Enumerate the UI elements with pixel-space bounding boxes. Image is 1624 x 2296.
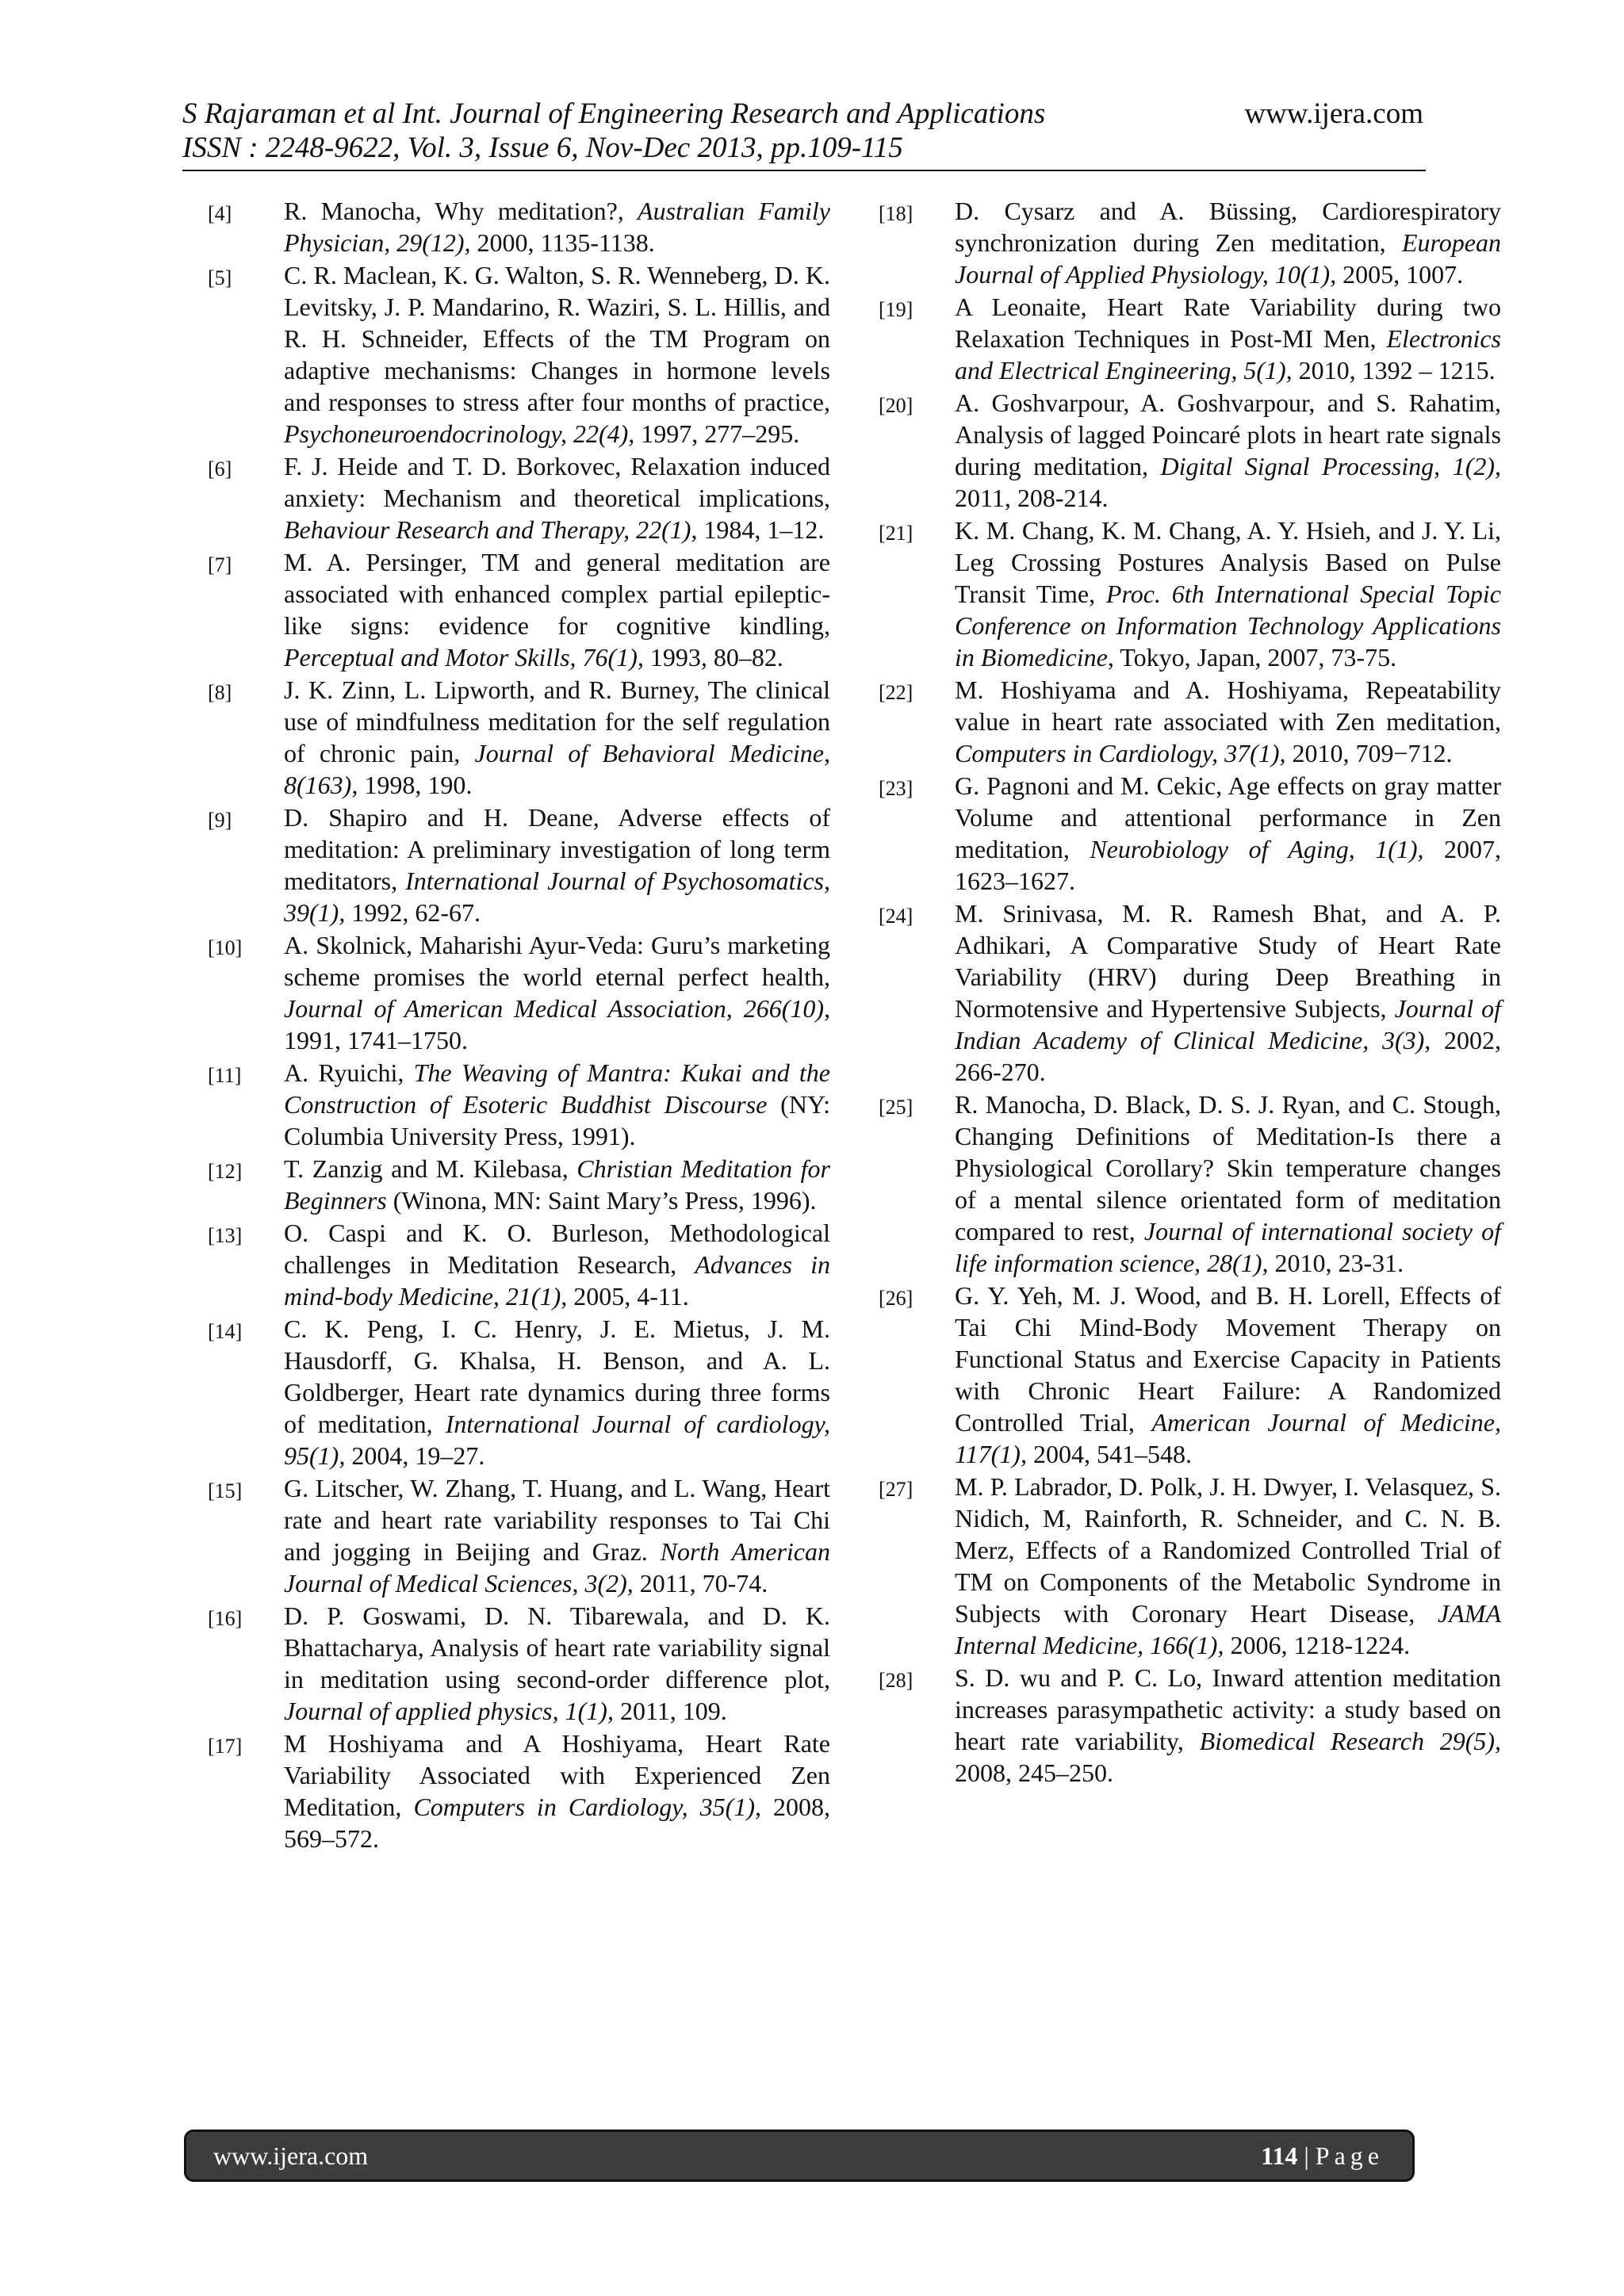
reference-segment: 2011, 109. [613,1697,727,1725]
reference-number: [26] [879,1287,914,1310]
reference-segment: 2008, 569–572. [284,1793,831,1853]
reference-segment: M. Hoshiyama and A. Hoshiyama, Repeatability value in heart rate associated with Zen meditation, [955,675,1501,736]
reference-source-italic: International Journal of Psychosomatics, 39(1), [284,867,831,927]
references-right-column [879,195,1501,1789]
reference-text [955,897,1501,1088]
journal-citation: S Rajaraman et al Int. Journal of Engineering Research and Applications [182,98,1046,130]
reference-number: [17] [208,1735,243,1758]
references-left-column [208,195,830,1855]
header-website[interactable]: www.ijera.com [1244,98,1423,130]
reference-segment: , [572,1569,585,1598]
footer-bar [184,2130,1415,2182]
reference-segment: T. Zanzig and M. Kilebasa, [284,1154,577,1183]
reference-segment: O. Caspi and K. O. Burleson, Methodological challenges in Meditation Research, [284,1219,830,1279]
reference-number: [25] [879,1096,914,1119]
reference-source-italic: Journal of international society of life information science, 28(1), [955,1217,1502,1277]
reference-source-italic: Behaviour Research and Therapy, 22(1), [284,515,698,544]
reference-item [879,1662,1501,1789]
reference-source-italic: The Weaving of Mantra: Kukai and the Construction of Esoteric Buddhist Discourse [284,1058,830,1119]
reference-source-italic: Proc. 6th International Special Topic Conference on Information Technology Applications in Biomedicine [955,580,1501,672]
reference-segment: 2005, 1007. [1336,260,1464,289]
reference-number: [10] [208,936,243,959]
reference-item [208,450,830,545]
reference-text [955,291,1501,386]
reference-segment: K. M. Chang, K. M. Chang, A. Y. Hsieh, and J. Y. Li, Leg Crossing Postures Analysis Based on Pulse Transit Time, [955,516,1501,608]
reference-segment: J. K. Zinn, L. Lipworth, and R. Burney, The clinical use of mindfulness meditation for the self regulation of chronic pain, [284,675,830,767]
reference-segment: A. Goshvarpour, A. Goshvarpour, and S. Rahatim, Analysis of lagged Poincaré plots in heart rate signals during meditation, [955,388,1501,480]
reference-text [955,1089,1501,1279]
reference-source-italic: Advances in mind-body Medicine, 21(1), [284,1250,831,1311]
reference-number: [13] [208,1224,243,1247]
reference-number: [16] [208,1607,243,1630]
reference-number: [22] [879,681,914,704]
reference-item [879,1471,1501,1661]
reference-segment: 2011, 208-214. [955,484,1109,512]
page-word: Page [1315,2141,1384,2170]
reference-item [208,1728,830,1854]
reference-segment: D. Shapiro and H. Deane, Adverse effects of meditation: A preliminary investigation of long term meditators, [284,803,830,895]
reference-item [208,546,830,673]
reference-segment: A. Ryuichi, [284,1058,414,1087]
reference-segment: M Hoshiyama and A Hoshiyama, Heart Rate Variability Associated with Experienced Zen Meditation, [284,1729,830,1821]
reference-item [208,1153,830,1216]
reference-text [284,1057,830,1152]
reference-segment: A. Skolnick, Maharishi Ayur-Veda: Guru’s marketing scheme promises the world eternal perfect health, [284,931,830,991]
reference-segment: 1993, 80–82. [643,643,783,672]
reference-item [208,929,830,1056]
reference-item [208,1472,830,1599]
reference-source-italic: International Journal of cardiology, 95(1), [284,1410,831,1470]
reference-text [955,674,1501,769]
reference-text [284,802,830,928]
reference-item [879,291,1501,386]
reference-item [879,1089,1501,1279]
running-header [182,97,1423,165]
reference-segment: 1984, 1–12. [697,515,825,544]
reference-number: [19] [879,298,914,321]
reference-number: [14] [208,1320,243,1343]
reference-number: [27] [879,1478,914,1501]
reference-source-italic: Psychoneuroendocrinology, 22(4), [284,419,635,448]
reference-item [208,1217,830,1312]
reference-number: [5] [208,266,232,289]
reference-source-italic: Digital Signal Processing, 1(2), [1160,452,1501,480]
reference-text [955,770,1501,897]
reference-segment: (NY: Columbia University Press, 1991). [284,1090,831,1150]
reference-item [879,1280,1501,1470]
reference-segment: C. K. Peng, I. C. Henry, J. E. Mietus, J. M. Hausdorff, G. Khalsa, H. Benson, and A. L. Goldberger, Heart rate dynamics during three forms of meditation, [284,1314,830,1438]
reference-segment: G. Pagnoni and M. Cekic, Age effects on gray matter Volume and attentional performance in Zen meditation, [955,771,1501,863]
reference-source-italic: Journal of American Medical Association, 266(10), [284,994,830,1023]
reference-segment: 1997, 277–295. [634,419,800,448]
reference-number: [20] [879,394,914,417]
reference-text [284,195,830,258]
reference-segment: 2011, 70-74. [633,1569,768,1598]
reference-number: [23] [879,777,914,800]
reference-text [955,515,1501,673]
reference-source-italic: Christian Meditation for Beginners [284,1154,831,1215]
reference-number: [4] [208,202,232,225]
reference-segment: F. J. Heide and T. D. Borkovec, Relaxation induced anxiety: Mechanism and theoretical implications, [284,452,830,512]
reference-segment: 2002, 266-270. [955,1026,1501,1086]
reference-text [284,1728,830,1854]
reference-segment: 2010, 709−712. [1285,739,1453,767]
reference-source-italic: Computers in Cardiology, 37(1), [955,739,1286,767]
reference-segment: C. R. Maclean, K. G. Walton, S. R. Wenneberg, D. K. Levitsky, J. P. Mandarino, R. Waziri, S. L. Hillis, and R. H. Schneider, Effects of the TM Program on adaptive mechanisms: Changes in hormone levels and responses to stress after four months of practice, [284,261,830,416]
reference-segment: 2004, 541–548. [1026,1440,1192,1468]
reference-text [284,1153,830,1216]
reference-item [879,674,1501,769]
reference-segment: 2007, 1623–1627. [955,835,1502,895]
reference-text [284,1472,830,1599]
reference-text [284,259,830,450]
reference-text [955,387,1501,514]
reference-source-italic: Journal of Indian Academy of Clinical Medicine, 3(3), [955,994,1502,1054]
reference-item [208,674,830,801]
reference-text [284,450,830,545]
reference-text [284,1313,830,1471]
reference-item [208,1313,830,1471]
reference-number: [9] [208,809,232,832]
reference-number: [11] [208,1064,242,1087]
reference-segment: R. Manocha, Why meditation?, [284,197,638,225]
reference-number: [28] [879,1669,914,1692]
header-rule [182,170,1426,171]
reference-segment: 1991, 1741–1750. [284,1026,468,1054]
reference-segment: 2008, 245–250. [955,1758,1113,1787]
reference-segment: M. A. Persinger, TM and general meditation are associated with enhanced complex partial epileptic-like signs: evidence for cognitive kindling, [284,548,830,640]
reference-number: [21] [879,522,914,545]
page-separator: | [1297,2141,1316,2170]
page-number: 114 [1261,2141,1298,2170]
reference-segment: D. Cysarz and A. Büssing, Cardiorespiratory synchronization during Zen meditation, [955,197,1501,257]
reference-text [284,1600,830,1727]
reference-item [208,195,830,258]
reference-item [208,802,830,928]
issn-line: ISSN : 2248-9622, Vol. 3, Issue 6, Nov-Dec 2013, pp.109-115 [182,132,903,164]
reference-source-italic: Journal of Behavioral Medicine, 8(163), [284,739,830,799]
footer-website[interactable]: www.ijera.com [213,2141,369,2170]
reference-source-italic: Australian Family Physician, 29(12), [284,197,831,257]
reference-segment: A Leonaite, Heart Rate Variability during two Relaxation Techniques in Post-MI Men, [955,293,1501,353]
reference-segment: S. D. wu and P. C. Lo, Inward attention meditation increases parasympathetic activity: a study based on heart rate variability, [955,1663,1501,1755]
reference-item [208,259,830,450]
reference-segment: 2010, 1392 – 1215. [1292,356,1496,385]
reference-segment: (Winona, MN: Saint Mary’s Press, 1996). [386,1186,817,1215]
reference-text [955,1662,1501,1789]
reference-segment: 1992, 62-67. [345,898,481,927]
reference-source-italic: Journal of applied physics, 1(1), [284,1697,614,1725]
reference-segment: 2000, 1135-1138. [470,228,655,257]
reference-source-italic: Biomedical Research 29(5), [1199,1727,1502,1755]
reference-number: [12] [208,1160,243,1183]
reference-segment: M. P. Labrador, D. Polk, J. H. Dwyer, I. Velasquez, S. Nidich, M, Rainforth, R. Schneider, and C. N. B. Merz, Effects of a Randomized Controlled Trial of TM on Components of the Metabolic Syndrome in Subjects with Coronary Heart Disease, [955,1472,1501,1628]
reference-segment: G. Y. Yeh, M. J. Wood, and B. H. Lorell, Effects of Tai Chi Mind-Body Movement Therapy on Functional Status and Exercise Capacity in Patients with Chronic Heart Failure: A Randomized Controlled Trial, [955,1281,1501,1437]
reference-number: [7] [208,553,232,576]
reference-item [879,770,1501,897]
reference-source-italic: European Journal of Applied Physiology, 10(1), [955,228,1501,289]
reference-source-italic: North American Journal of Medical Sciences [284,1537,830,1598]
reference-item [879,195,1501,290]
reference-item [879,515,1501,673]
reference-number: [15] [208,1479,243,1502]
reference-segment: R. Manocha, D. Black, D. S. J. Ryan, and C. Stough, Changing Definitions of Meditation-Is there a Physiological Corollary? Skin temperature changes of a mental silence orientated form of meditation compared to rest, [955,1090,1501,1246]
reference-segment: M. Srinivasa, M. R. Ramesh Bhat, and A. P. Adhikari, A Comparative Study of Heart Rate Variability (HRV) during Deep Breathing in Normotensive and Hypertensive Subjects, [955,899,1501,1023]
reference-text [284,674,830,801]
reference-segment: 2010, 23-31. [1268,1249,1404,1277]
reference-text [955,1471,1501,1661]
reference-segment: 2004, 19–27. [345,1441,485,1470]
reference-text [284,929,830,1056]
reference-item [208,1600,830,1727]
reference-segment: 1998, 190. [358,771,473,799]
reference-text [284,1217,830,1312]
reference-number: [24] [879,905,914,928]
reference-text [284,546,830,673]
reference-segment: 2005, 4-11. [567,1282,689,1311]
reference-source-italic: 3(2), [584,1569,634,1598]
reference-item [208,1057,830,1152]
reference-text [955,195,1501,290]
reference-segment: 2006, 1218-1224. [1224,1631,1411,1659]
reference-source-italic: American Journal of Medicine, 117(1), [955,1408,1502,1468]
reference-source-italic: Neurobiology of Aging, 1(1), [1090,835,1424,863]
reference-source-italic: Perceptual and Motor Skills, 76(1), [284,643,644,672]
reference-number: [8] [208,681,232,704]
reference-item [879,897,1501,1088]
reference-source-italic: Computers in Cardiology, 35(1), [413,1793,761,1821]
page-indicator [1261,2141,1384,2171]
reference-source-italic: JAMA Internal Medicine, 166(1), [955,1599,1501,1659]
reference-number: [18] [879,202,914,225]
reference-text [955,1280,1501,1470]
reference-segment: D. P. Goswami, D. N. Tibarewala, and D. K. Bhattacharya, Analysis of heart rate variability signal in meditation using second-order difference plot, [284,1601,830,1693]
reference-segment: G. Litscher, W. Zhang, T. Huang, and L. Wang, Heart rate and heart rate variability responses to Tai Chi and jogging in Beijing and Graz. [284,1474,830,1566]
reference-item [879,387,1501,514]
reference-segment: , Tokyo, Japan, 2007, 73-75. [1107,643,1397,672]
reference-number: [6] [208,457,232,480]
reference-source-italic: Electronics and Electrical Engineering, 5(1), [955,324,1501,385]
